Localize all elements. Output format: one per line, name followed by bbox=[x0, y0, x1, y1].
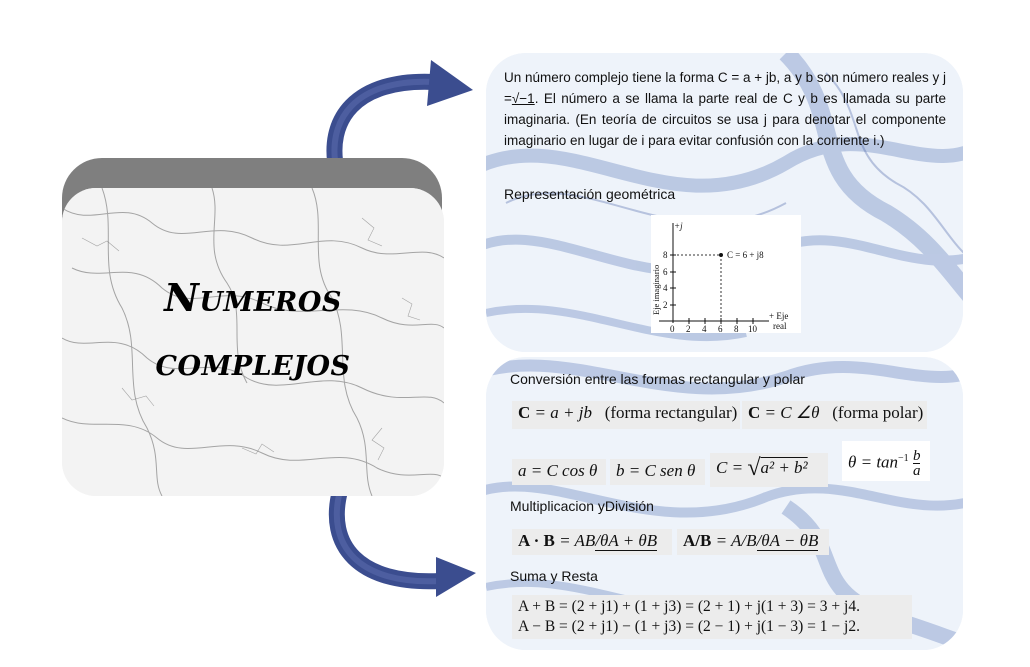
conversion-heading: Conversión entre las formas rectangular y polar bbox=[510, 371, 805, 387]
magnitude-equation: C = √a² + b² bbox=[710, 453, 828, 487]
eq-theta-exp: −1 bbox=[898, 452, 909, 464]
eq-div-lhs: A/B bbox=[683, 531, 712, 550]
definition-text-part-1: Un número complejo tiene la forma C = a + jb, a y b son número reales y j = bbox=[504, 70, 946, 106]
curved-arrow-down bbox=[318, 485, 488, 605]
eq-div-angle: /θA − θB bbox=[756, 531, 819, 550]
x-tick-label: 2 bbox=[686, 324, 691, 333]
x-tick-label: 4 bbox=[702, 324, 707, 333]
eq-mag-lhs: C = bbox=[716, 458, 748, 477]
multiplication-equation bbox=[512, 529, 672, 555]
y-tick-label: 4 bbox=[663, 283, 668, 293]
point-marker bbox=[719, 253, 723, 257]
eq-theta-den: a bbox=[912, 463, 921, 479]
eq-rect-note: (forma rectangular) bbox=[604, 403, 738, 422]
formulas-panel bbox=[486, 357, 963, 650]
eq-rect-rhs: = a + jb bbox=[530, 403, 592, 422]
sum-equation: A + B = (2 + j1) + (1 + j3) = (2 + 1) + j(1 + 3) = 3 + j4. bbox=[518, 598, 860, 615]
x-tick-label: 8 bbox=[734, 324, 739, 333]
definition-paragraph bbox=[504, 67, 946, 151]
division-equation bbox=[677, 529, 829, 555]
x-tick-label: 0 bbox=[670, 324, 675, 333]
eq-theta-lhs: θ = tan bbox=[848, 452, 899, 472]
angle-equation bbox=[842, 441, 930, 481]
eq-theta-num: b bbox=[912, 448, 921, 464]
title-card bbox=[62, 188, 444, 496]
y-axis-title: Eje imaginario bbox=[651, 264, 661, 315]
y-axis-top-label: +j bbox=[674, 221, 683, 231]
y-tick-label: 8 bbox=[663, 250, 668, 260]
eq-polar-note: (forma polar) bbox=[832, 403, 924, 422]
sqrt-minus-one: √−1 bbox=[511, 91, 535, 106]
real-part-equation bbox=[512, 459, 606, 485]
x-tick-label: 10 bbox=[748, 324, 757, 333]
rectangular-form-equation bbox=[512, 401, 740, 429]
y-tick-label: 6 bbox=[663, 267, 668, 277]
eq-div-mid: = A/B bbox=[711, 531, 757, 550]
x-tick-label: 6 bbox=[718, 324, 723, 333]
eq-mul-lhs: A · B bbox=[518, 531, 555, 550]
imag-part-equation bbox=[610, 459, 705, 485]
definition-text-part-2: . El número a se llama la parte real de C y b es llamada su parte imaginaria. (En teoría de circuitos se usa j para denotar el componente imaginario en lugar de i para evitar confusión con la corriente i.) bbox=[504, 91, 946, 148]
eq-polar-lhs: C bbox=[748, 403, 761, 422]
complex-plane-figure bbox=[651, 215, 801, 333]
complex-plane-chart bbox=[651, 215, 801, 333]
eq-polar-rhs: = C ∠θ bbox=[760, 403, 820, 422]
eq-rect-lhs: C bbox=[518, 403, 531, 422]
title-line-2: complejos bbox=[155, 339, 351, 384]
x-axis-title-1: + Eje bbox=[769, 311, 789, 321]
sum-subtraction-heading: Suma y Resta bbox=[510, 568, 598, 584]
page-title bbox=[62, 266, 444, 394]
eq-mul-mid: = AB bbox=[554, 531, 596, 550]
sum-subtraction-equations bbox=[512, 595, 912, 639]
eq-mag-radicand: a² + b² bbox=[760, 458, 808, 477]
eq-mul-angle: /θA + θB bbox=[595, 531, 658, 550]
point-label: C = 6 + j8 bbox=[727, 250, 764, 260]
x-axis-title-2: real bbox=[773, 321, 787, 331]
eq-b: b = C sen θ bbox=[616, 461, 696, 480]
multiplication-division-heading: Multiplicacion yDivisión bbox=[510, 498, 654, 514]
subtraction-equation: A − B = (2 + j1) − (1 + j3) = (2 − 1) + j(1 − 3) = 1 − j2. bbox=[518, 618, 860, 635]
definition-panel bbox=[486, 53, 963, 352]
eq-a: a = C cos θ bbox=[518, 461, 598, 480]
y-tick-label: 2 bbox=[663, 300, 668, 310]
polar-form-equation bbox=[742, 401, 927, 429]
title-line-1: Numeros bbox=[164, 275, 342, 320]
geometric-representation-heading: Representación geométrica bbox=[504, 186, 676, 202]
